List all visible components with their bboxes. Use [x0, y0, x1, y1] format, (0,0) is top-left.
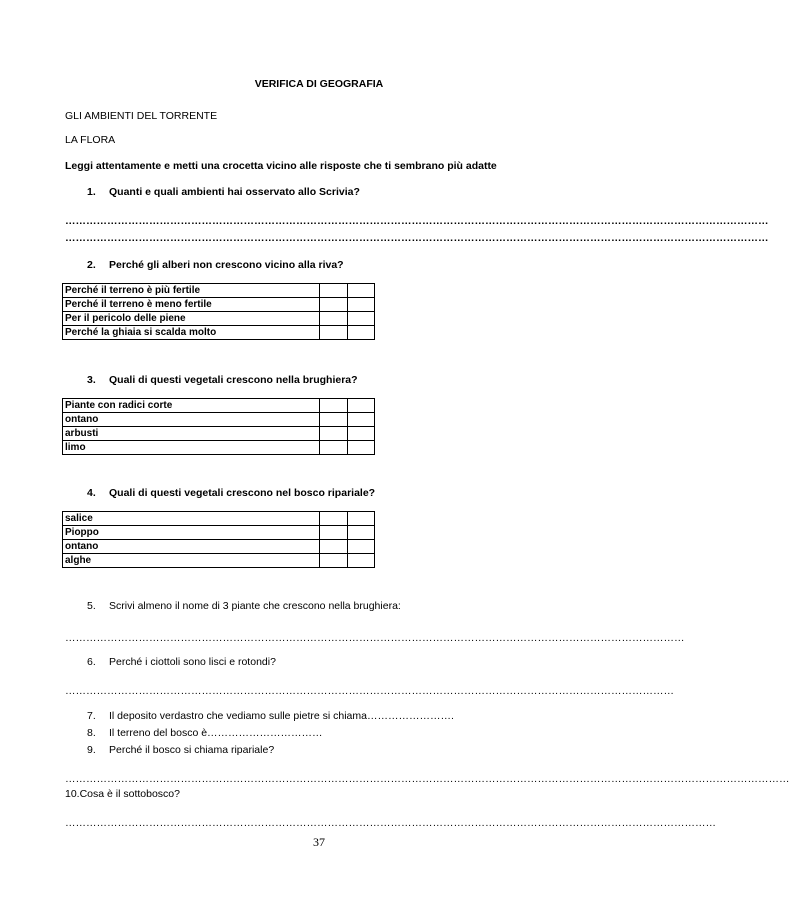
- answer-line-q10[interactable]: ……………………………………………………………………………………………………………………………………………………………………: [65, 817, 716, 829]
- page-number: 37: [313, 835, 325, 849]
- question-text: Quanti e quali ambienti hai osservato allo Scrivia?: [109, 186, 360, 198]
- answer-checkbox[interactable]: [348, 399, 375, 413]
- question-text: Quali di questi vegetali crescono nel bosco ripariale?: [109, 487, 376, 499]
- question-text: Perché il bosco si chiama ripariale?: [109, 744, 275, 756]
- question-number: 6.: [87, 656, 96, 668]
- option-label: Perché la ghiaia si scalda molto: [63, 326, 320, 340]
- question-6: [87, 656, 276, 669]
- option-row: [63, 399, 375, 413]
- question-text: Il deposito verdastro che vediamo sulle pietre si chiama…………………….: [109, 710, 454, 722]
- question-4: [87, 487, 375, 500]
- question-number: 2.: [87, 259, 96, 271]
- answer-checkbox[interactable]: [348, 441, 375, 455]
- option-label: ontano: [63, 540, 320, 554]
- option-row: [63, 427, 375, 441]
- question-text: Perché i ciottoli sono lisci e rotondi?: [109, 656, 276, 668]
- question-2: [87, 259, 344, 272]
- answer-line-q5[interactable]: ……………………………………………………………………………………………………………………………………………………………: [65, 632, 685, 644]
- option-label: Piante con radici corte: [63, 399, 320, 413]
- answer-line-q1-a[interactable]: …………………………………………………………………………………………………………………………………………………………………………………: [65, 215, 769, 227]
- option-row: [63, 326, 375, 340]
- options-table-q3: [62, 398, 375, 455]
- question-number: 7.: [87, 710, 96, 722]
- option-label: arbusti: [63, 427, 320, 441]
- option-row: [63, 540, 375, 554]
- question-number: 1.: [87, 186, 96, 198]
- answer-checkbox[interactable]: [348, 326, 375, 340]
- question-9: [87, 744, 274, 757]
- question-7: [87, 710, 454, 723]
- option-row: [63, 298, 375, 312]
- option-row: [63, 526, 375, 540]
- answer-line-q6[interactable]: …………………………………………………………………………………………………………………………………………………………: [65, 685, 674, 697]
- option-label: Pioppo: [63, 526, 320, 540]
- question-text: Scrivi almeno il nome di 3 piante che crescono nella brughiera:: [109, 600, 401, 612]
- options-table-q2: [62, 283, 375, 340]
- answer-checkbox[interactable]: [348, 427, 375, 441]
- option-label: limo: [63, 441, 320, 455]
- option-label: Perché il terreno è meno fertile: [63, 298, 320, 312]
- answer-line-q9[interactable]: ………………………………………………………………………………………………………………………………………………………………………………………: [65, 773, 790, 785]
- option-label: alghe: [63, 554, 320, 568]
- question-3: [87, 374, 358, 387]
- question-1: [87, 186, 360, 199]
- option-row: [63, 512, 375, 526]
- question-number: 9.: [87, 744, 96, 756]
- answer-checkbox[interactable]: [348, 413, 375, 427]
- option-row: [63, 312, 375, 326]
- question-number: 5.: [87, 600, 96, 612]
- option-label: Perché il terreno è più fertile: [63, 284, 320, 298]
- option-row: [63, 554, 375, 568]
- option-row: [63, 441, 375, 455]
- question-5: [87, 600, 401, 613]
- question-number: 3.: [87, 374, 96, 386]
- section-title: LA FLORA: [65, 134, 116, 146]
- question-text: Quali di questi vegetali crescono nella brughiera?: [109, 374, 358, 386]
- option-label: Per il pericolo delle piene: [63, 312, 320, 326]
- option-label: ontano: [63, 413, 320, 427]
- question-number: 8.: [87, 727, 96, 739]
- option-row: [63, 413, 375, 427]
- question-10: 10.Cosa è il sottobosco?: [65, 788, 180, 800]
- instructions: Leggi attentamente e metti una crocetta vicino alle risposte che ti sembrano più adatte: [65, 160, 497, 172]
- page-title: VERIFICA DI GEOGRAFIA: [254, 78, 384, 90]
- answer-checkbox[interactable]: [348, 554, 375, 568]
- answer-checkbox[interactable]: [348, 298, 375, 312]
- answer-checkbox[interactable]: [348, 512, 375, 526]
- option-row: [63, 284, 375, 298]
- question-number: 4.: [87, 487, 96, 499]
- option-label: salice: [63, 512, 320, 526]
- answer-checkbox[interactable]: [348, 540, 375, 554]
- answer-checkbox[interactable]: [348, 526, 375, 540]
- answer-checkbox[interactable]: [348, 312, 375, 326]
- question-text: Il terreno del bosco è……………………………: [109, 727, 323, 739]
- answer-checkbox[interactable]: [348, 284, 375, 298]
- page-subtitle: GLI AMBIENTI DEL TORRENTE: [65, 110, 218, 122]
- options-table-q4: [62, 511, 375, 568]
- answer-line-q1-b[interactable]: …………………………………………………………………………………………………………………………………………………………………………………: [65, 232, 769, 244]
- question-text: Perché gli alberi non crescono vicino alla riva?: [109, 259, 344, 271]
- question-8: [87, 727, 323, 740]
